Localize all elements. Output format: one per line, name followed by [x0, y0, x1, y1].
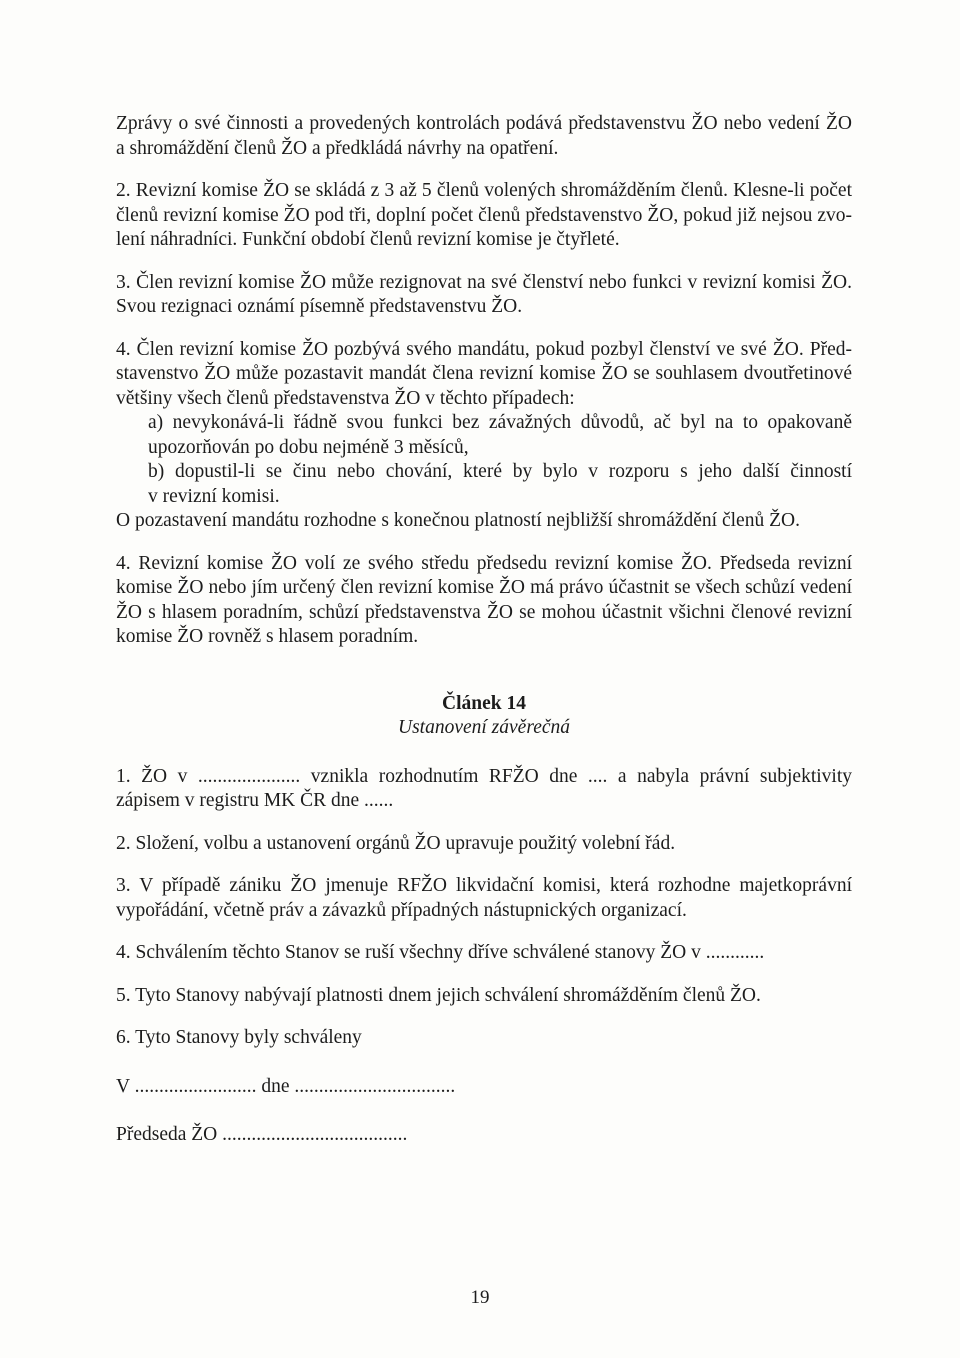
text-line: b) dopustil-li se činu nebo chování, které by bylo v rozporu s jeho další činností [148, 461, 852, 482]
paragraph-4-chair [116, 552, 852, 650]
text-line: 5. Tyto Stanovy nabývají platnosti dnem jejich schválení shromážděním členů ŽO. [116, 984, 761, 1006]
text-line: 4. Revizní komise ŽO volí ze svého středu předsedu revizní komise ŽO. Předseda revizní [116, 552, 852, 574]
text-line: 3. Člen revizní komise ŽO může rezignovat na své členství nebo funkci v revizní komisi ŽO. [116, 271, 852, 293]
signature-chair [116, 1123, 852, 1148]
section-1-establishment [116, 765, 852, 814]
text-line: většiny všech členů představenstva ŽO v těchto případech: [116, 387, 575, 409]
article-number: Článek 14 [442, 692, 526, 714]
section-6-approval [116, 1026, 852, 1051]
text-line: 6. Tyto Stanovy byly schváleny [116, 1027, 362, 1048]
text-line: Zprávy o své činnosti a provedených kontrolách podává představenstvu ŽO nebo vedení ŽO [116, 113, 852, 134]
signature-place-date [116, 1075, 852, 1100]
page-number: 19 [470, 1287, 490, 1308]
text-line: 1. ŽO v ..................... vznikla rozhodnutím RFŽO dne .... a nabyla právní subjektivity [116, 765, 852, 787]
text-line: 3. V případě zániku ŽO jmenuje RFŽO likvidační komisi, která rozhodne majetkoprávní [116, 875, 852, 896]
list-item-b [116, 460, 852, 509]
text-line: O pozastavení mandátu rozhodne s konečnou platností nejbližší shromáždění členů ŽO. [116, 510, 800, 531]
paragraph-3-resignation [116, 271, 852, 320]
text-line: komise ŽO nebo jím určený člen revizní komise ŽO má právo účastnit se všech schůzí vedení [116, 577, 852, 598]
text-line: 4. Člen revizní komise ŽO pozbývá svého mandátu, pokud pozbyl členství ve své ŽO. Před- [116, 338, 852, 360]
section-3-dissolution [116, 874, 852, 923]
text-line: Svou rezignaci oznámí písemně představenstvu ŽO. [116, 296, 523, 317]
text-line: komise ŽO rovněž s hlasem poradním. [116, 626, 419, 647]
text-line: vypořádání, včetně práv a závazků případných nástupnických organizací. [116, 899, 687, 921]
text-line: lení náhradníci. Funkční období členů revizní komise je čtyřleté. [116, 229, 620, 250]
text-line: a shromáždění členů ŽO a předkládá návrhy na opatření. [116, 137, 559, 159]
text-line: v revizní komisi. [148, 485, 280, 507]
text-line: ŽO s hlasem poradním, schůzí představenstva ŽO se mohou účastnit všichni členové revizní [116, 601, 852, 623]
text-line: a) nevykonává-li řádně svou funkci bez závažných důvodů, ač byl na to opakovaně [148, 412, 852, 433]
text-line: V ......................... dne ................................. [116, 1075, 456, 1097]
text-line: Předseda ŽO ...................................... [116, 1124, 408, 1145]
paragraph-4-mandate [116, 338, 852, 534]
section-5-validity [116, 984, 852, 1009]
paragraph-2-composition [116, 179, 852, 253]
text-line: 2. Revizní komise ŽO se skládá z 3 až 5 členů volených shromážděním členů. Klesne-li počet [116, 180, 852, 201]
section-2-election-rules [116, 832, 852, 857]
text-line: stavenstvo ŽO může pozastavit mandát člena revizní komise ŽO se souhlasem dvoutřetinové [116, 363, 852, 384]
article-heading [116, 692, 852, 741]
text-line: upozorňován po dobu nejméně 3 měsíců, [148, 436, 469, 458]
article-title: Ustanovení závěrečná [397, 717, 570, 738]
section-4-repeal [116, 941, 852, 966]
text-line: 2. Složení, volbu a ustanovení orgánů ŽO upravuje použitý volební řád. [116, 832, 676, 854]
text-line: 4. Schválením těchto Stanov se ruší všechny dříve schválené stanovy ŽO v ............ [116, 942, 765, 963]
list-item-a [116, 411, 852, 460]
paragraph-reports [116, 112, 852, 161]
text-line: zápisem v registru MK ČR dne ...... [116, 790, 394, 811]
text-line: členů revizní komise ŽO pod tři, doplní počet členů představenstvo ŽO, pokud již nejsou zvo- [116, 204, 852, 226]
